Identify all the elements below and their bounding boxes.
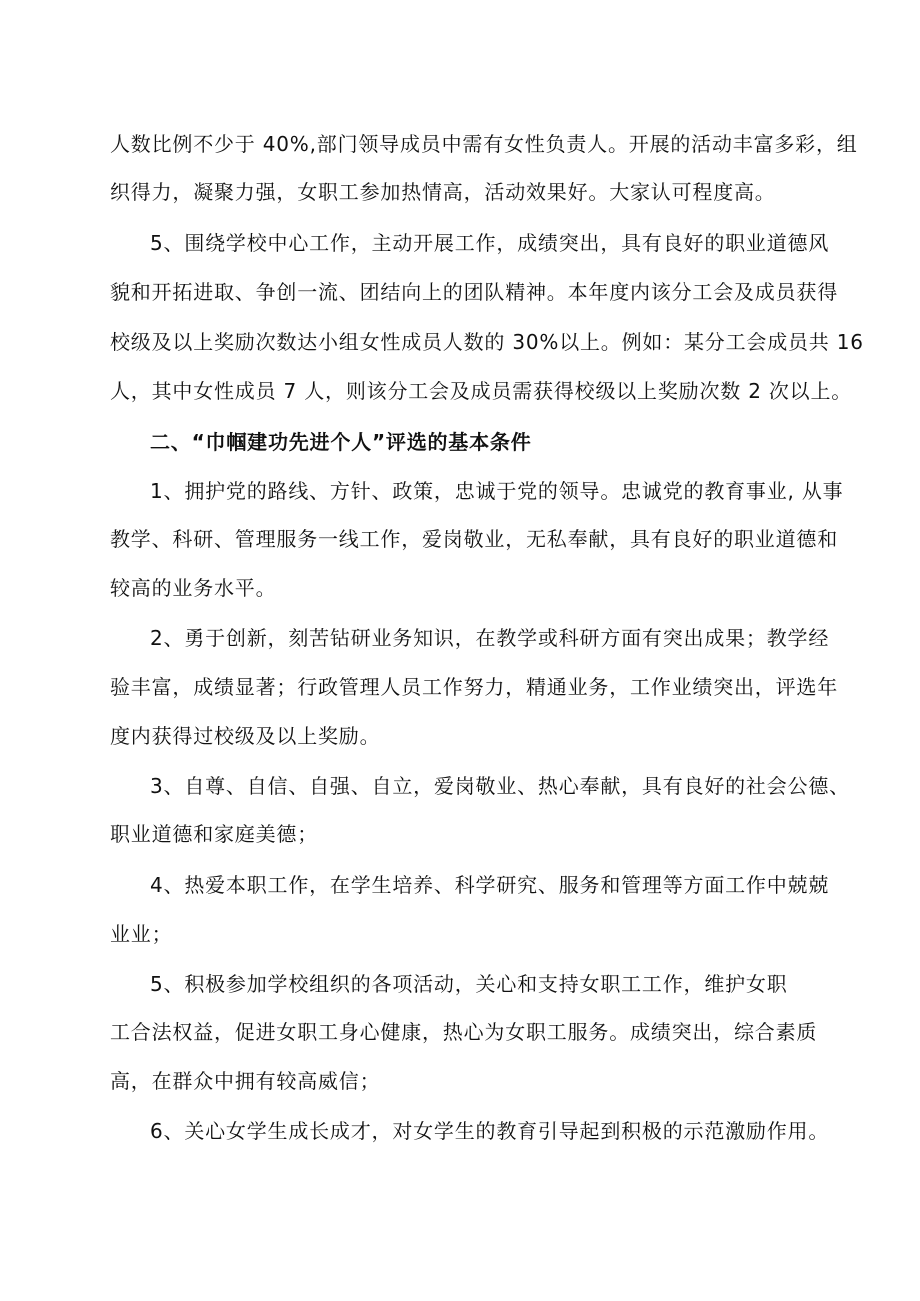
text-line-11: 2、勇于创新，刻苦钻研业务知识，在教学或科研方面有突出成果；教学经 — [150, 626, 830, 650]
text-line-12: 验丰富，成绩显著；行政管理人员工作努力，精通业务，工作业绩突出，评选年 — [110, 675, 838, 699]
text-line-4: 貌和开拓进取、争创一流、团结向上的团队精神。本年度内该分工会及成员获得 — [110, 280, 838, 304]
text-line-19: 工合法权益，促进女职工身心健康，热心为女职工服务。成绩突出，综合素质 — [110, 1020, 818, 1044]
text-line-21: 6、关心女学生成长成才，对女学生的教育引导起到积极的示范激励作用。 — [150, 1119, 830, 1143]
text-line-1: 人数比例不少于 40%,部门领导成员中需有女性负责人。开展的活动丰富多彩，组 — [110, 132, 858, 156]
text-line-13: 度内获得过校级及以上奖励。 — [110, 724, 381, 748]
text-line-10: 较高的业务水平。 — [110, 576, 277, 600]
text-line-14: 3、自尊、自信、自强、自立，爱岗敬业、热心奉献，具有良好的社会公德、 — [150, 774, 850, 798]
text-line-2: 织得力，凝聚力强，女职工参加热情高，活动效果好。大家认可程度高。 — [110, 180, 776, 204]
text-line-5: 校级及以上奖励次数达小组女性成员人数的 30%以上。例如：某分工会成员共 16 — [110, 330, 864, 354]
section-heading: 二、“巾帼建功先进个人”评选的基本条件 — [150, 430, 532, 454]
text-line-18: 5、积极参加学校组织的各项活动，关心和支持女职工工作，维护女职 — [150, 972, 788, 996]
text-line-3: 5、围绕学校中心工作，主动开展工作，成绩突出，具有良好的职业道德风 — [150, 231, 830, 255]
text-line-20: 高，在群众中拥有较高威信； — [110, 1069, 381, 1093]
text-line-8: 1、拥护党的路线、方针、政策，忠诚于党的领导。忠诚党的教育事业, 从事 — [150, 479, 844, 503]
text-line-17: 业业； — [110, 922, 173, 946]
text-line-15: 职业道德和家庭美德； — [110, 822, 318, 846]
text-line-9: 教学、科研、管理服务一线工作，爱岗敬业，无私奉献，具有良好的职业道德和 — [110, 527, 838, 551]
text-line-6: 人，其中女性成员 7 人，则该分工会及成员需获得校级以上奖励次数 2 次以上。 — [110, 379, 853, 403]
text-line-16: 4、热爱本职工作，在学生培养、科学研究、服务和管理等方面工作中兢兢 — [150, 873, 830, 897]
